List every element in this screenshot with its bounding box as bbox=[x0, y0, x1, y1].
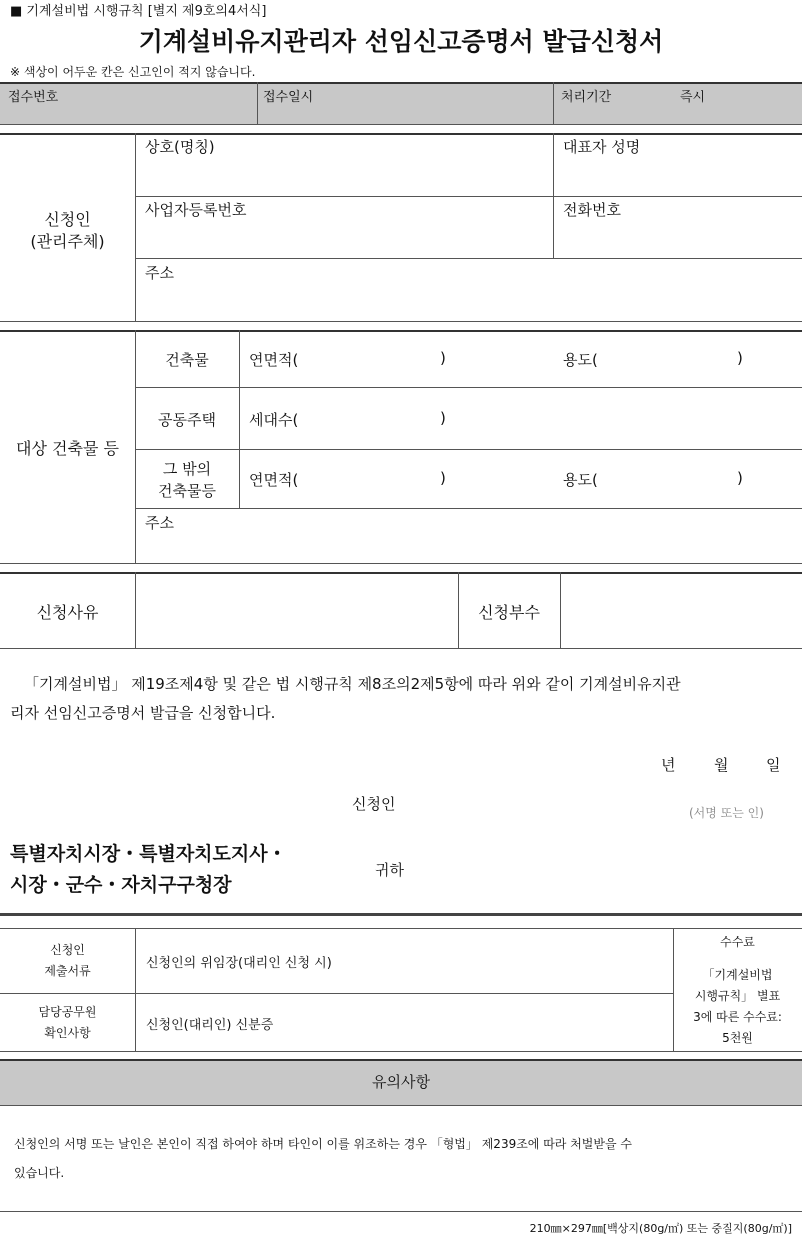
fee-line-1: 「기계설비법 bbox=[702, 968, 773, 982]
fee-title: 수수료 bbox=[720, 935, 755, 949]
divider bbox=[0, 993, 673, 994]
paren-close: ) bbox=[440, 469, 446, 487]
divider bbox=[0, 1059, 802, 1061]
divider bbox=[135, 449, 802, 450]
divider bbox=[0, 572, 802, 574]
divider bbox=[0, 1211, 802, 1212]
fee-line-3: 3에 따른 수수료: bbox=[693, 1010, 782, 1024]
signature-or-seal: (서명 또는 인) bbox=[689, 806, 764, 820]
divider bbox=[0, 1051, 802, 1052]
applicant-sign-label: 신청인 bbox=[352, 795, 396, 813]
paren-close: ) bbox=[440, 409, 446, 427]
usage-label: 용도( bbox=[563, 351, 598, 369]
building-address-label: 주소 bbox=[145, 514, 174, 532]
other-building-sublabel: 건축물등 bbox=[158, 482, 216, 500]
year-label: 년 bbox=[661, 756, 676, 774]
recipient-line-1: 특별자치시장・특별자치도지사・ bbox=[10, 843, 287, 865]
divider bbox=[257, 82, 258, 124]
divider bbox=[135, 258, 802, 259]
usage-label: 용도( bbox=[563, 471, 598, 489]
divider bbox=[0, 133, 802, 135]
divider bbox=[135, 133, 136, 321]
divider bbox=[553, 82, 554, 124]
day-label: 일 bbox=[766, 756, 781, 774]
page-title: 기계설비유지관리자 선임신고증명서 발급신청서 bbox=[138, 27, 664, 56]
other-building-label: 그 밖의 bbox=[162, 460, 212, 478]
divider bbox=[135, 508, 802, 509]
divider bbox=[0, 928, 802, 929]
notice-line-2: 있습니다. bbox=[14, 1166, 65, 1180]
paper-spec: 210㎜×297㎜[백상지(80g/㎡) 또는 중질지(80g/㎡)] bbox=[529, 1222, 792, 1235]
divider bbox=[0, 321, 802, 322]
receipt-number-label: 접수번호 bbox=[8, 90, 59, 105]
divider bbox=[135, 572, 136, 648]
phone-label: 전화번호 bbox=[563, 201, 621, 219]
notice-line-1: 신청인의 서명 또는 날인은 본인이 직접 하여야 하며 타인이 이를 위조하는 경우 「형법」 제239조에 따라 처벌받을 수 bbox=[14, 1137, 632, 1151]
verify-label: 담당공무원 bbox=[38, 1005, 97, 1019]
divider bbox=[0, 563, 802, 564]
copies-label: 신청부수 bbox=[478, 603, 540, 622]
divider bbox=[135, 196, 802, 197]
notice-title: 유의사항 bbox=[372, 1073, 430, 1091]
divider bbox=[239, 330, 240, 508]
month-label: 월 bbox=[714, 756, 729, 774]
statement-line-1: 「기계설비법」 제19조제4항 및 같은 법 시행규칙 제8조의2제5항에 따라 위와 같이 기계설비유지관 bbox=[24, 675, 681, 693]
divider bbox=[135, 928, 136, 1051]
reason-label: 신청사유 bbox=[36, 603, 99, 622]
divider bbox=[135, 387, 802, 388]
paren-close: ) bbox=[440, 349, 446, 367]
divider bbox=[0, 648, 802, 649]
dark-cell-note: ※ 색상이 어두운 칸은 신고인이 적지 않습니다. bbox=[10, 65, 256, 79]
applicant-section-label: 신청인 bbox=[44, 210, 91, 229]
receipt-date-label: 접수일시 bbox=[263, 90, 314, 105]
divider bbox=[0, 330, 802, 332]
verify-sublabel: 확인사항 bbox=[44, 1026, 91, 1040]
applicant-section-sublabel: (관리주체) bbox=[30, 232, 105, 251]
processing-period-value: 즉시 bbox=[680, 90, 706, 105]
submit-docs-label: 신청인 bbox=[50, 943, 85, 957]
apartment-label: 공동주택 bbox=[158, 411, 216, 429]
building-label: 건축물 bbox=[165, 351, 209, 369]
divider bbox=[0, 913, 802, 916]
business-number-label: 사업자등록번호 bbox=[145, 201, 247, 219]
paren-close: ) bbox=[737, 349, 743, 367]
divider bbox=[560, 572, 561, 648]
representative-name-label: 대표자 성명 bbox=[563, 138, 641, 156]
divider bbox=[0, 1105, 802, 1106]
building-section-label: 대상 건축물 등 bbox=[16, 439, 119, 458]
company-name-label: 상호(명칭) bbox=[145, 138, 215, 156]
floor-area-label: 연면적( bbox=[249, 351, 299, 369]
households-label: 세대수( bbox=[249, 411, 299, 429]
verify-value: 신청인(대리인) 신분증 bbox=[146, 1018, 274, 1033]
recipient-line-2: 시장・군수・자치구구청장 bbox=[10, 874, 232, 896]
statement-line-2: 리자 선임신고증명서 발급을 신청합니다. bbox=[10, 704, 276, 722]
honorific: 귀하 bbox=[375, 861, 404, 879]
fee-line-2: 시행규칙」 별표 bbox=[694, 989, 781, 1003]
divider bbox=[0, 124, 802, 125]
submit-docs-value: 신청인의 위임장(대리인 신청 시) bbox=[146, 956, 332, 971]
applicant-address-label: 주소 bbox=[145, 264, 174, 282]
fee-line-4: 5천원 bbox=[722, 1031, 753, 1045]
submit-docs-sublabel: 제출서류 bbox=[44, 964, 91, 978]
form-reference: ■ 기계설비법 시행규칙 [별지 제9호의4서식] bbox=[10, 4, 267, 19]
processing-period-label: 처리기간 bbox=[561, 90, 612, 105]
divider bbox=[0, 82, 802, 84]
floor-area-label: 연면적( bbox=[249, 471, 299, 489]
paren-close: ) bbox=[737, 469, 743, 487]
